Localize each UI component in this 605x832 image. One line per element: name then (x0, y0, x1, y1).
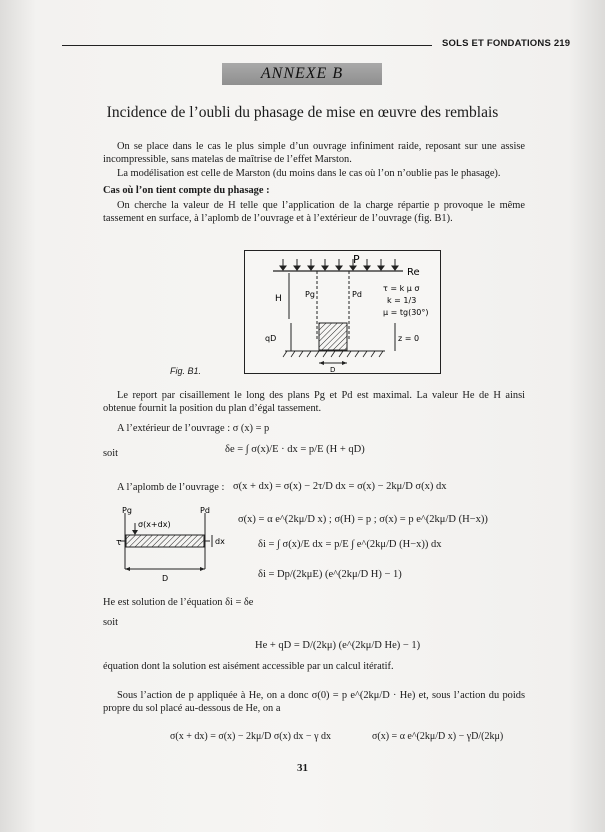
paragraph-objective: On cherche la valeur de H telle que l’application de la charge répartie p provoque le même tassement en surface, à l’aplomb de l’ouvrage et à l’extérieur de l’ouvrage (fig. B1). (103, 200, 525, 224)
section-title: Incidence de l’oubli du phasage de mise en œuvre des remblais (106, 104, 499, 121)
fig-note-tau: τ = k μ σ (383, 284, 420, 293)
paragraph-poids-propre: Sous l’action de p appliquée à He, on a donc σ(0) = p e^(2kμ/D · He) et, sous l’action du poids propre du sol placé au-dessous de He, on a (103, 690, 525, 714)
equation-delta-i: δi = Dp/(2kμE) (e^(2kμ/D H) − 1) (258, 569, 402, 580)
equation-final-left: σ(x + dx) = σ(x) − 2kμ/D σ(x) dx − γ dx (170, 731, 331, 742)
fig-label-re: Re (407, 267, 420, 278)
fig-label-pd: Pd (352, 290, 362, 299)
fig-label-d: D (330, 366, 336, 374)
fig-label-z0: z = 0 (398, 334, 420, 343)
equation-aplomb: σ(x + dx) = σ(x) − 2τ/D dx = σ(x) − 2kμ/D σ(x) dx (233, 481, 447, 492)
strip-figure-drawing (116, 505, 238, 585)
strip-label-dx: dx (215, 537, 225, 546)
fig-note-k: k = 1/3 (387, 296, 417, 305)
label-soit-1: soit (103, 448, 119, 459)
page-number: 31 (297, 762, 308, 774)
paragraph-he-solution: He est solution de l’équation δi = δe (103, 597, 254, 608)
strip-label-pg: Pg (122, 506, 132, 515)
figure-b1-caption: Fig. B1. (170, 366, 202, 376)
strip-label-pd: Pd (200, 506, 210, 515)
paragraph-exterieur: A l’extérieur de l’ouvrage : σ (x) = p (117, 423, 270, 434)
equation-sigma-x: σ(x) = α e^(2kμ/D x) ; σ(H) = p ; σ(x) = p e^(2kμ/D (H−x)) (238, 514, 488, 525)
paragraph-iteratif: équation dont la solution est aisément accessible par un calcul itératif. (103, 661, 394, 672)
strip-label-sigma: σ(x+dx) (138, 520, 171, 529)
equation-final-right: σ(x) = α e^(2kμ/D x) − γD/(2kμ) (372, 731, 504, 742)
label-soit-2: soit (103, 617, 119, 628)
equation-delta-e: δe = ∫ σ(x)/E · dx = p/E (H + qD) (225, 444, 365, 455)
paragraph-marston: La modélisation est celle de Marston (du moins dans le cas où l’on n’oublie pas le phasage). (117, 168, 501, 179)
paragraph-aplomb: A l’aplomb de l’ouvrage : (117, 482, 225, 493)
annexe-label: ANNEXE B (222, 63, 382, 85)
fig-label-pg: Pg (305, 290, 315, 299)
equation-he: He + qD = D/(2kμ) (e^(2kμ/D He) − 1) (255, 640, 421, 651)
equation-delta-i-integral: δi = ∫ σ(x)/E dx = p/E ∫ e^(2kμ/D (H−x)) dx (258, 539, 442, 550)
strip-figure (116, 505, 238, 585)
subheading-phasage: Cas où l’on tient compte du phasage : (103, 185, 270, 196)
running-head: SOLS ET FONDATIONS 219 (442, 38, 571, 49)
fig-label-p: P (353, 253, 360, 266)
figure-b1-drawing (245, 251, 440, 373)
header-rule (62, 45, 432, 46)
strip-label-tau: τ (116, 538, 122, 548)
paragraph-report: Le report par cisaillement le long des plans Pg et Pd est maximal. La valeur He de H ainsi obtenue fournit la position du plan d’égal tassement. (103, 390, 525, 414)
fig-label-qd: qD (265, 334, 277, 343)
fig-note-mu: μ = tg(30°) (383, 308, 429, 317)
paragraph-intro: On se place dans le cas le plus simple d’un ouvrage infiniment raide, reposant sur une assise incompressible, sans matelas de maîtrise de l’effet Marston. (103, 141, 525, 165)
strip-label-d: D (162, 574, 169, 583)
fig-label-h: H (275, 294, 282, 304)
figure-b1 (244, 250, 441, 374)
